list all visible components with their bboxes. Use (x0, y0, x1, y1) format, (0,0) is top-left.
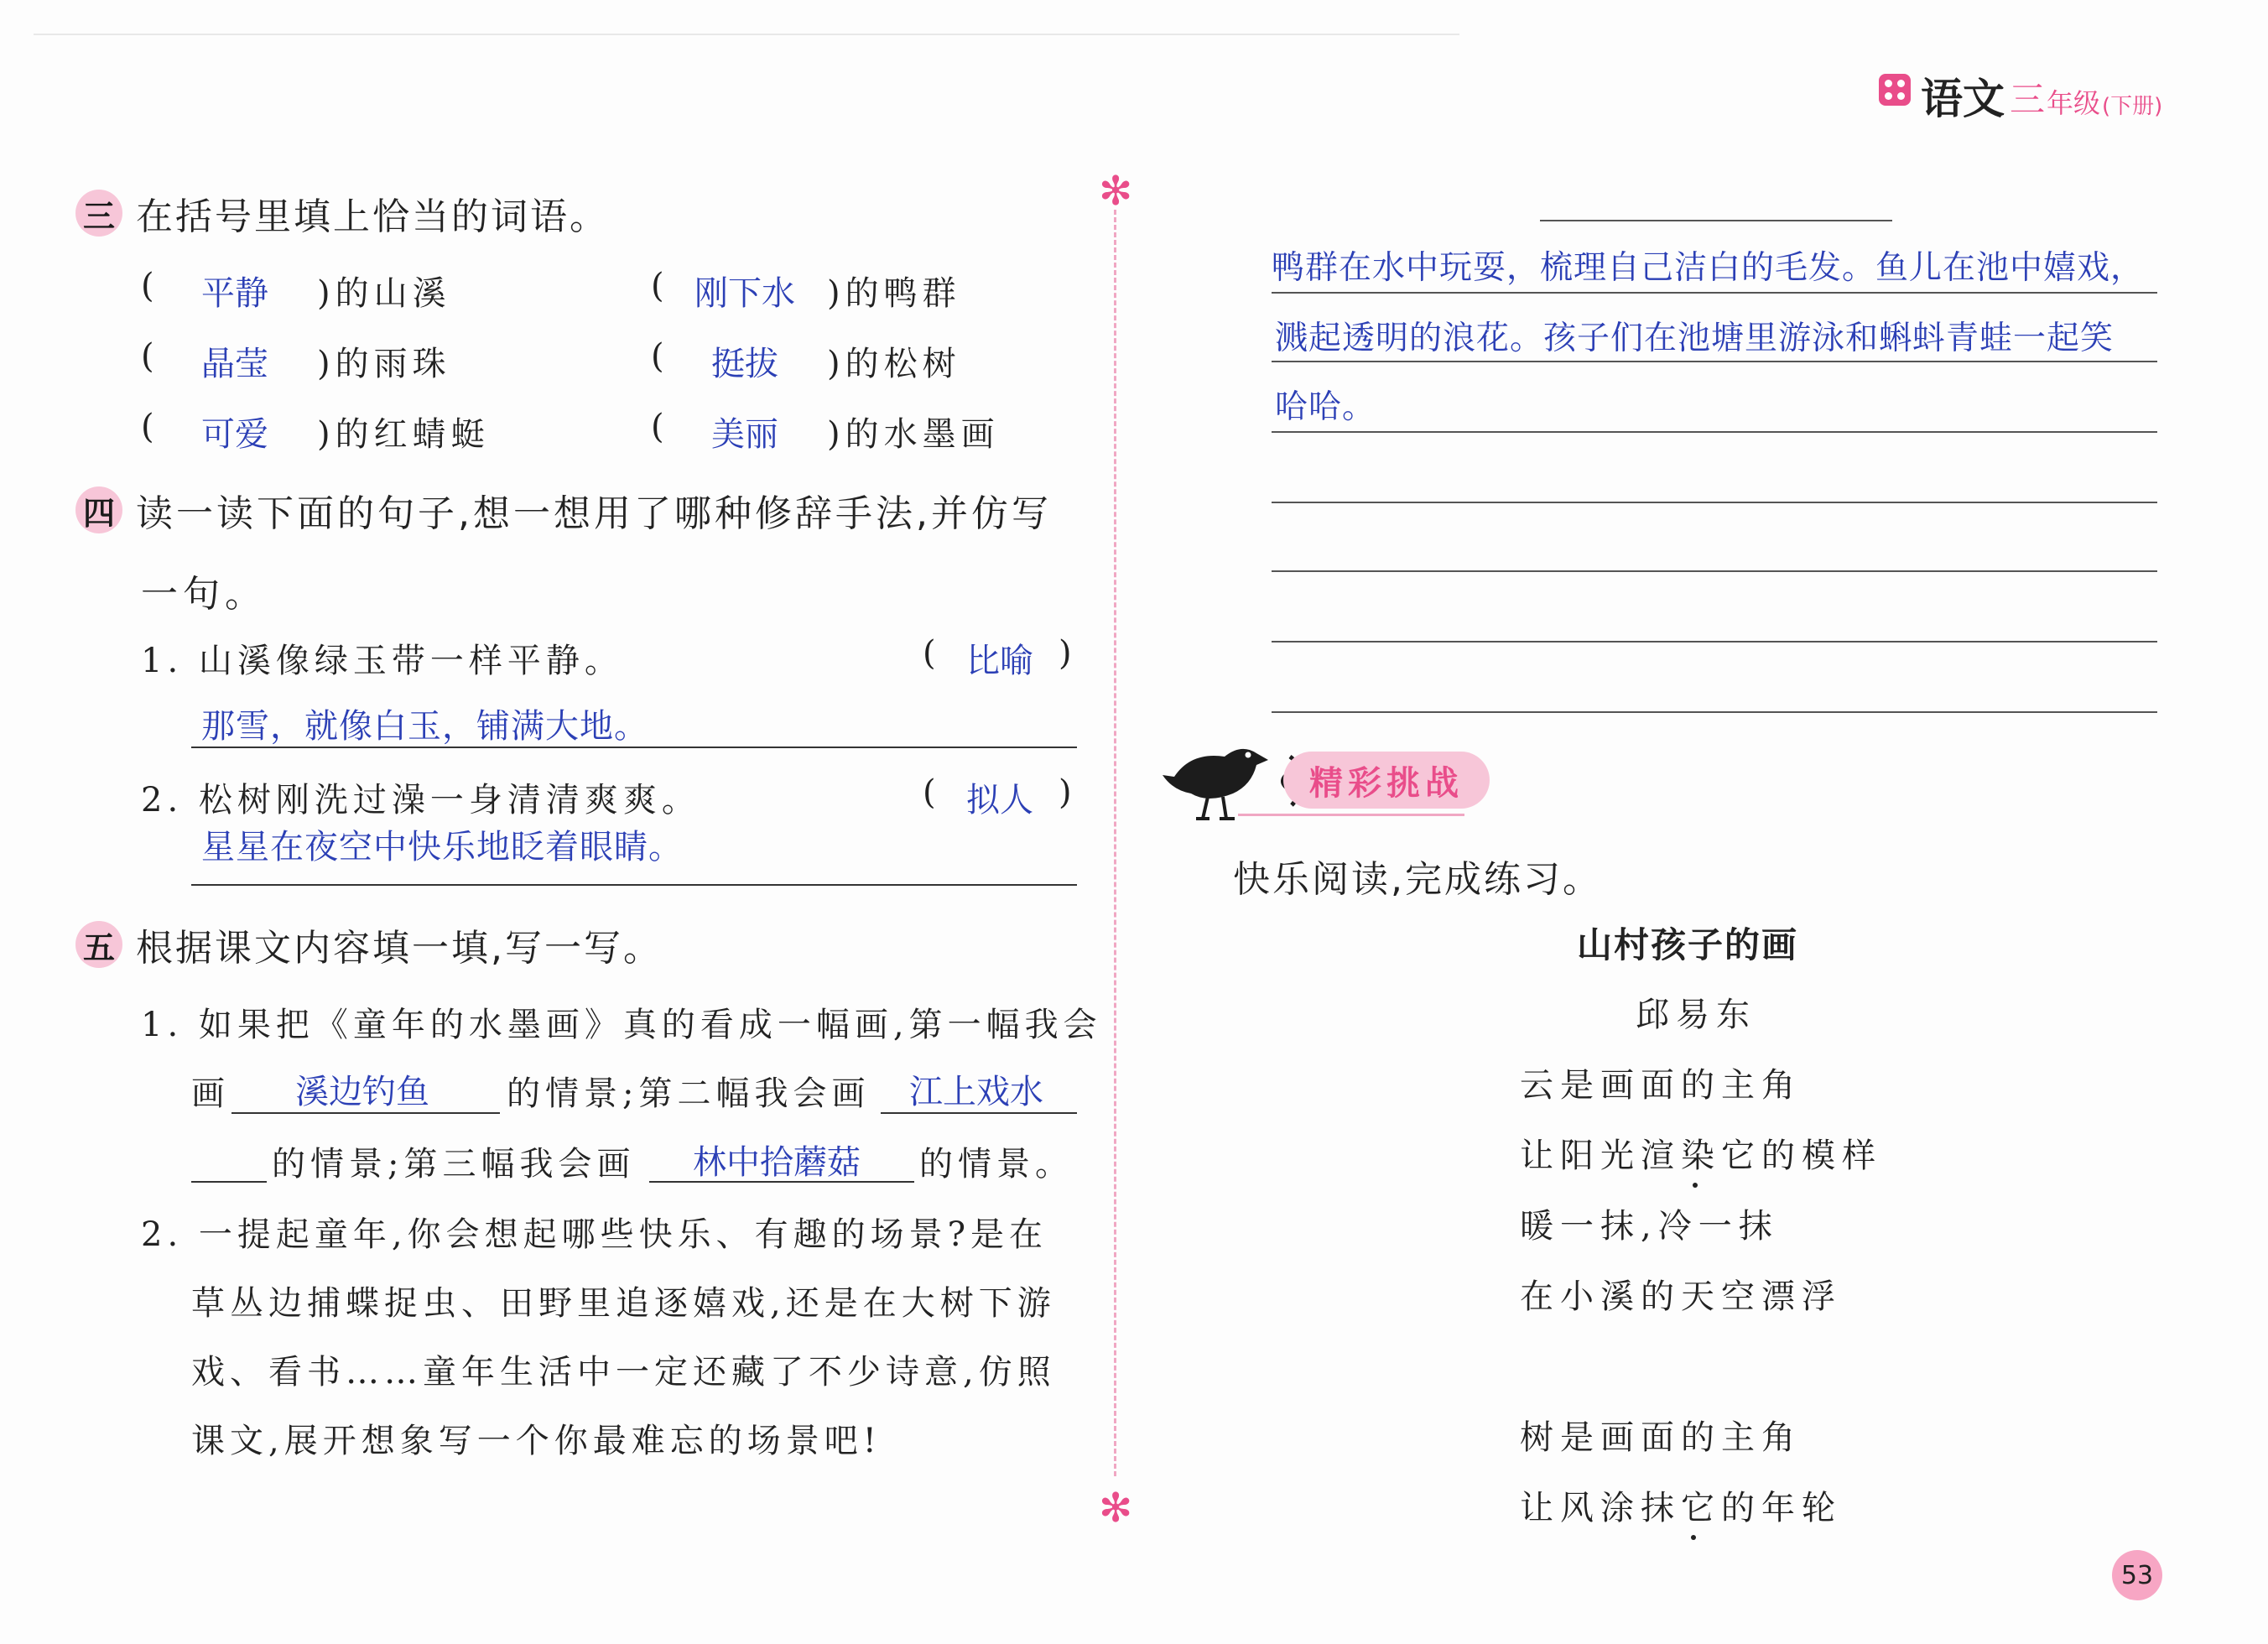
question-text: 戏、看书……童年生活中一定还藏了不少诗意,仿照 (191, 1353, 1056, 1392)
answer-text: 拟人 (966, 781, 1033, 819)
open-paren: ( (651, 337, 664, 376)
close-paren: ) (1059, 634, 1072, 673)
section-4-heading (75, 483, 1052, 537)
poem-line: 在小溪的天空漂浮 (1520, 1277, 1842, 1316)
dot-icon (1885, 80, 1892, 87)
phrase-suffix: )的水墨画 (827, 415, 1000, 454)
writing-line (1272, 711, 2157, 713)
center-divider (1114, 210, 1116, 1476)
poem-author: 邱易东 (1636, 996, 1756, 1034)
section-3-heading (75, 186, 609, 240)
challenge-underline (1238, 814, 1464, 816)
section-badge: 三 (75, 190, 122, 237)
question-text: 画 (191, 1074, 230, 1113)
page-number: 53 (2120, 1560, 2154, 1590)
phrase-suffix: )的鸭群 (827, 274, 961, 313)
open-paren: ( (651, 408, 664, 446)
question-text: 的情景。 (919, 1145, 1074, 1184)
question-text: 2. 松树刚洗过澡一身清清爽爽。 (141, 781, 700, 819)
phrase-suffix: )的松树 (827, 345, 961, 383)
poem-line: 让阳光渲染它的模样 (1520, 1137, 1882, 1175)
question-text: 的情景;第三幅我会画 (272, 1145, 636, 1184)
section-badge: 四 (75, 486, 122, 533)
answer-text: 刚下水 (694, 274, 795, 313)
section-5-heading (75, 918, 663, 971)
question-text: 草丛边捕蝶捉虫、田野里追逐嬉戏,还是在大树下游 (191, 1284, 1056, 1323)
section-title: 根据课文内容填一填,写一写。 (136, 927, 663, 970)
handwritten-answer: 鸭群在水中玩耍，梳理自己洁白的毛发。鱼儿在池中嬉戏， (1272, 249, 2145, 287)
writing-line (1272, 570, 2157, 572)
answer-line (881, 1112, 1077, 1114)
answer-line (191, 747, 1077, 748)
poem-line: 树是画面的主角 (1520, 1418, 1802, 1457)
phrase-suffix: )的雨珠 (317, 345, 451, 383)
asterisk-icon: ✻ (1099, 168, 1133, 215)
phrase-suffix: )的红蜻蜓 (317, 415, 490, 454)
header-subject: 语文 (1921, 75, 2005, 123)
answer-line (191, 884, 1077, 886)
poem-line: 让风涂抹它的年轮 (1520, 1489, 1842, 1527)
open-paren: ( (651, 267, 664, 305)
challenge-badge (1283, 752, 1490, 809)
handwritten-answer: 那雪，就像白玉，铺满大地。 (201, 707, 648, 746)
writing-line (1272, 361, 2157, 362)
section-title-continued: 一句。 (141, 573, 267, 616)
asterisk-icon: ✻ (1099, 1485, 1133, 1532)
answer-text: 林中拾蘑菇 (693, 1143, 861, 1182)
header-volume: (下册) (2102, 94, 2163, 119)
section-badge: 五 (75, 921, 122, 968)
answer-text: 可爱 (201, 415, 268, 454)
open-paren: ( (923, 634, 936, 673)
handwritten-answer: 哈哈。 (1275, 388, 1376, 426)
writing-line (1272, 292, 2157, 294)
question-text: 的情景;第二幅我会画 (507, 1074, 871, 1113)
answer-text: 江上戏水 (909, 1073, 1043, 1111)
section-title: 读一读下面的句子,想一想用了哪种修辞手法,并仿写 (136, 492, 1052, 535)
answer-text: 晶莹 (201, 345, 268, 383)
title-blank-line (1540, 220, 1892, 221)
handwritten-answer: 星星在夜空中快乐地眨着眼睛。 (201, 828, 683, 866)
answer-text: 平静 (201, 274, 268, 313)
answer-line (231, 1112, 500, 1114)
writing-line (1272, 641, 2157, 643)
dot-icon (1897, 92, 1905, 100)
header-grade: 三 (2010, 79, 2046, 120)
close-paren: ) (1059, 773, 1072, 812)
dot-icon (1897, 80, 1905, 87)
writing-line (1272, 431, 2157, 433)
open-paren: ( (141, 408, 154, 446)
question-text: 2. 一提起童年,你会想起哪些快乐、有趣的场景?是在 (141, 1215, 1048, 1254)
answer-line (649, 1181, 914, 1183)
poem-line: 暖一抹,冷一抹 (1520, 1207, 1779, 1246)
dot-icon (1885, 92, 1892, 100)
header-logo (1879, 74, 1911, 106)
section-title: 在括号里填上恰当的词语。 (136, 195, 609, 238)
answer-text: 美丽 (711, 415, 778, 454)
poem-title: 山村孩子的画 (1577, 924, 1799, 965)
emphasis-dot (1693, 1183, 1698, 1188)
challenge-instruction: 快乐阅读,完成练习。 (1233, 858, 1602, 901)
emphasis-dot (1691, 1535, 1696, 1540)
page-number-badge (2112, 1550, 2162, 1600)
answer-text: 溪边钓鱼 (295, 1073, 429, 1111)
top-rule (34, 34, 1459, 35)
poem-line: 云是画面的主角 (1520, 1066, 1802, 1105)
open-paren: ( (923, 773, 936, 812)
open-paren: ( (141, 267, 154, 305)
open-paren: ( (141, 337, 154, 376)
header-grade-suffix: 年级 (2047, 87, 2101, 119)
challenge-label: 精彩挑战 (1309, 763, 1464, 803)
phrase-suffix: )的山溪 (317, 274, 451, 313)
handwritten-answer: 溅起透明的浪花。孩子们在池塘里游泳和蝌蚪青蛙一起笑 (1275, 320, 2115, 357)
question-text: 课文,展开想象写一个你最难忘的场景吧! (191, 1422, 882, 1460)
question-text: 1. 山溪像绿玉带一样平静。 (141, 642, 623, 680)
answer-line (191, 1181, 267, 1183)
question-text: 1. 如果把《童年的水墨画》真的看成一幅画,第一幅我会 (141, 1006, 1102, 1044)
answer-text: 挺拔 (711, 345, 778, 383)
writing-line (1272, 502, 2157, 503)
answer-text: 比喻 (966, 642, 1033, 680)
